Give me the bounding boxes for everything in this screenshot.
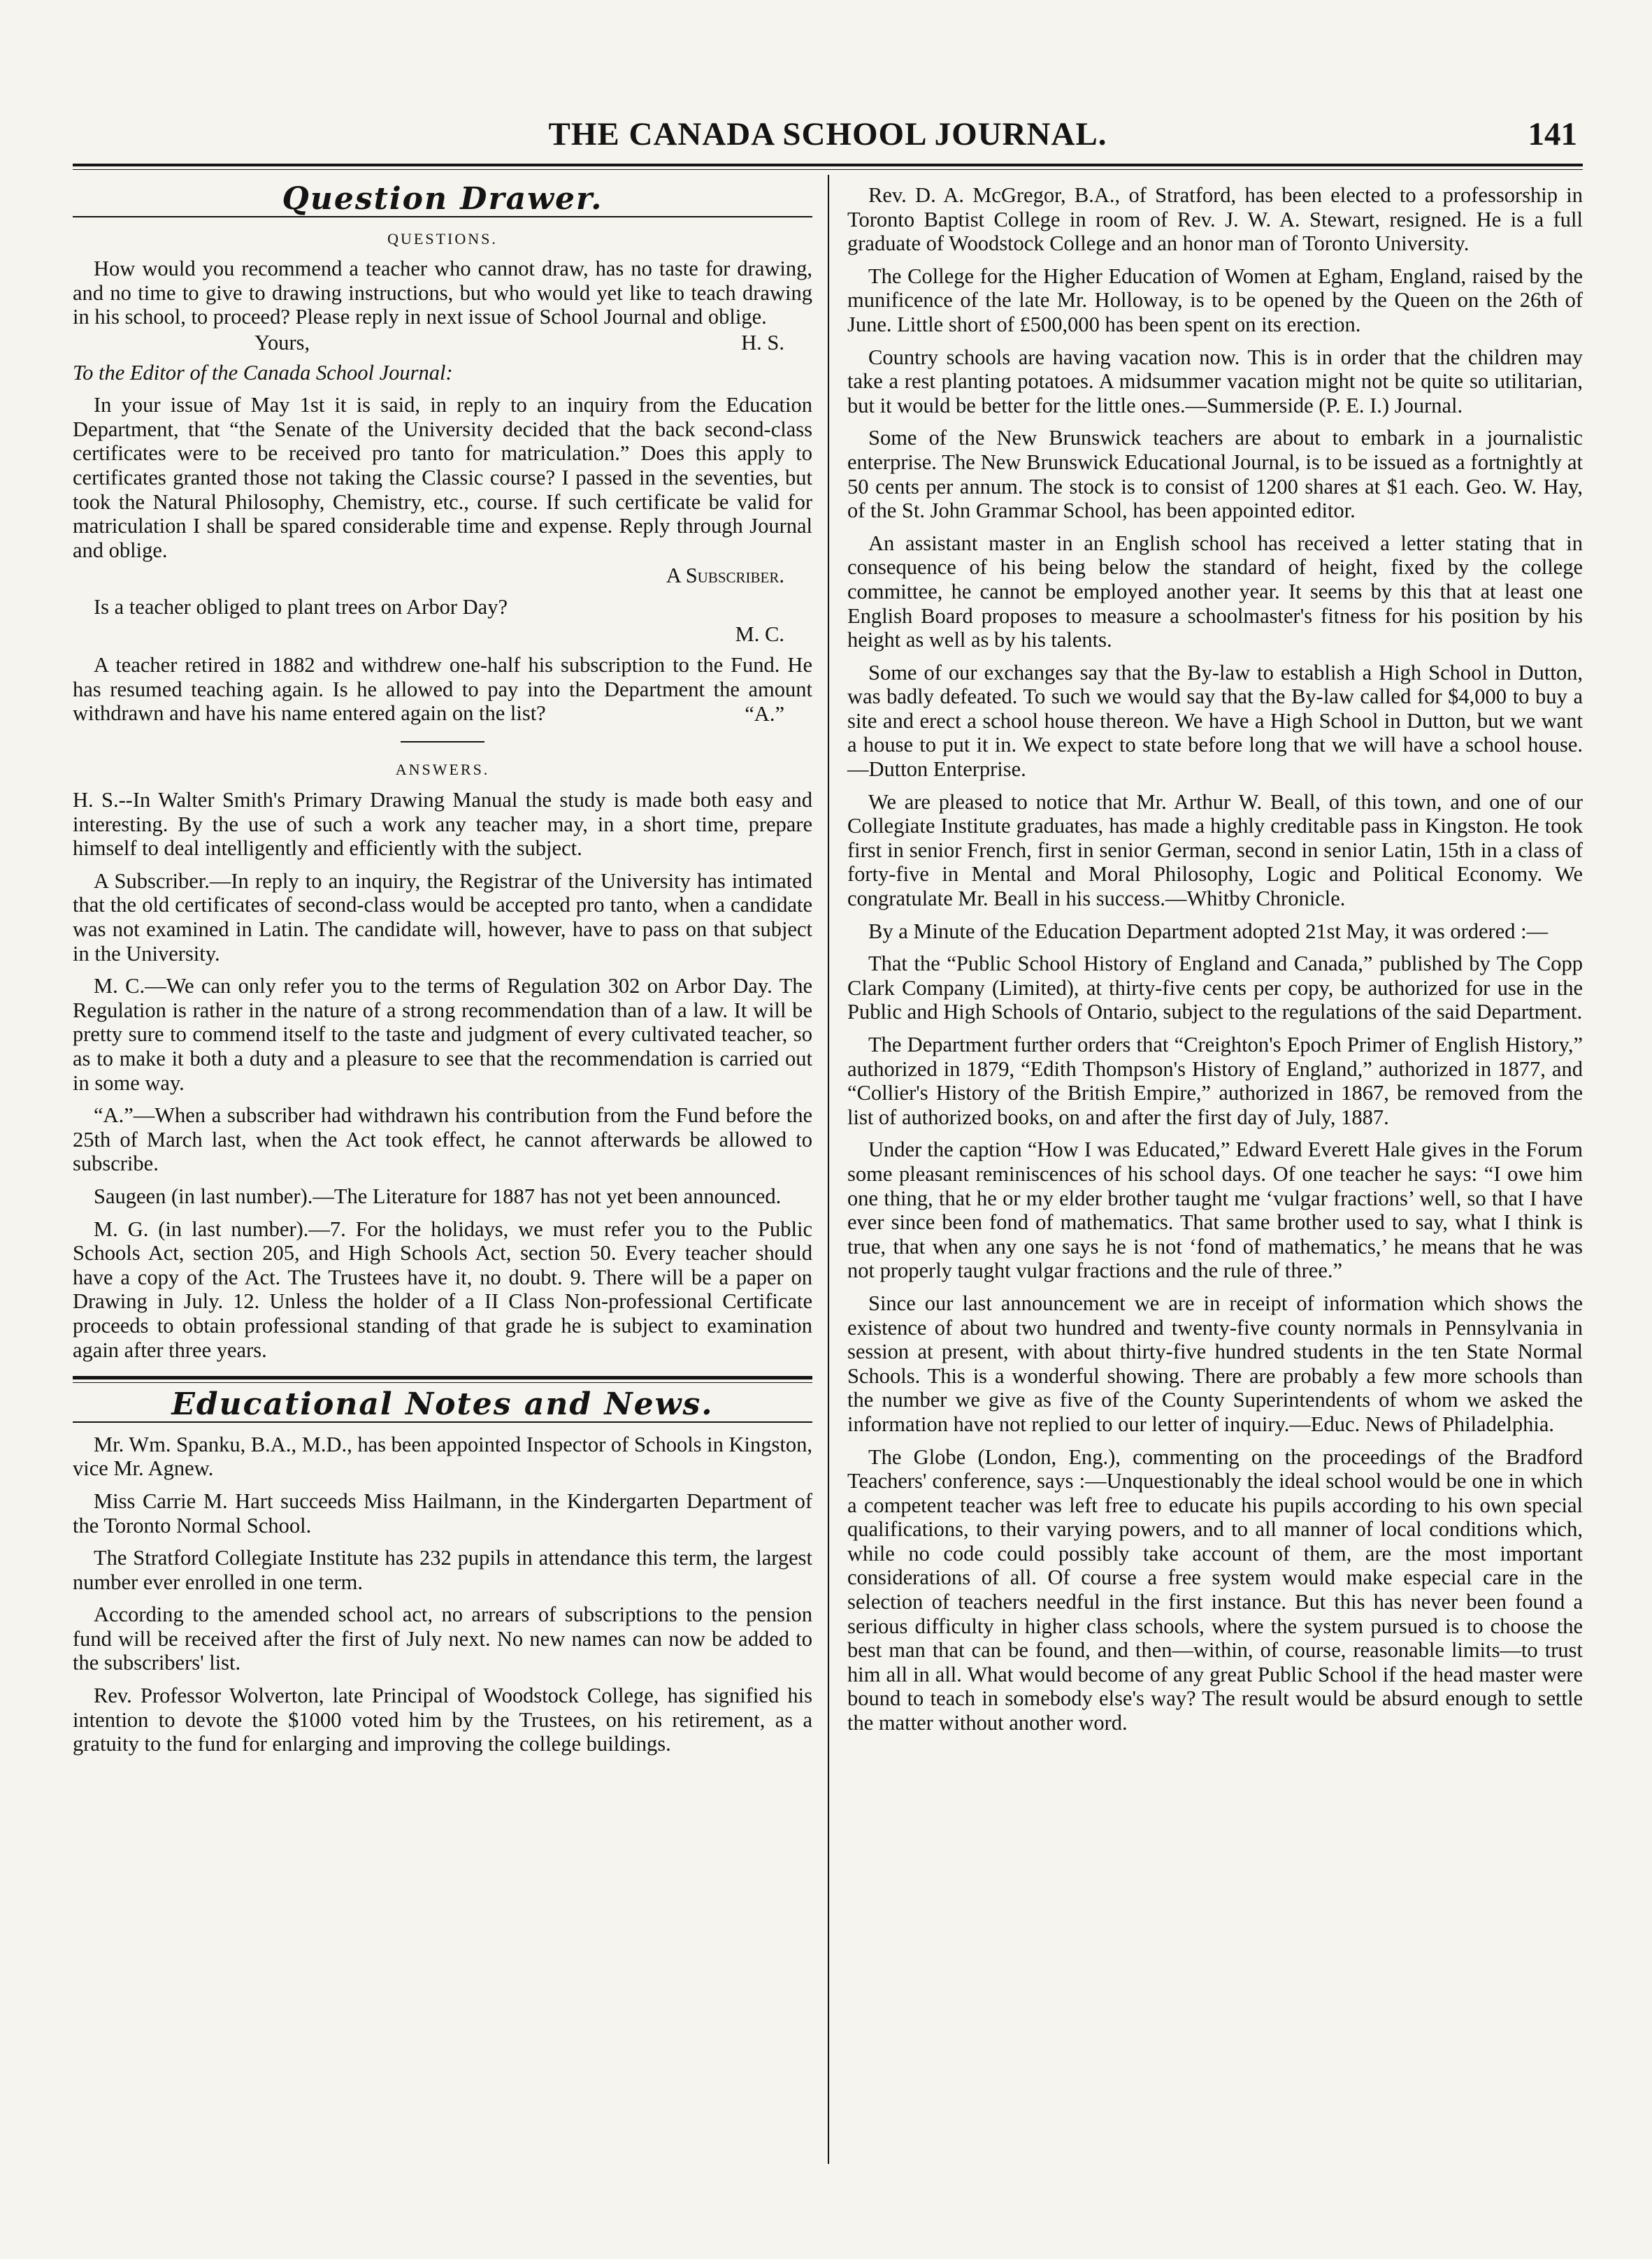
signature-a: “A.”	[745, 701, 784, 726]
news-item: Rev. D. A. McGregor, B.A., of Stratford, has been elected to a professorship in Toronto Baptist College in room of Rev. J. W. A. Stewart, resigned. He is a full graduate of Woodstock College and an honor man of Toronto University.	[847, 183, 1583, 256]
answer-5: Saugeen (in last number).—The Literature for 1887 has not yet been announced.	[94, 1184, 782, 1208]
news-item: Rev. Professor Wolverton, late Principal of Woodstock College, has signified his intention to devote the $1000 voted him by the Trustees, on his retirement, as a gratuity to the fund for enlarging and improving the college buildings.	[73, 1684, 812, 1756]
news-item: That the “Public School History of England and Canada,” published by The Copp Clark Company (Limited), at thirty-five cents per copy, be authorized for use in the Public and High Schools of Ontario, subject to the regulations of the said Department.	[847, 952, 1583, 1024]
answer-2: A Subscriber.—In reply to an inquiry, the Registrar of the University has intimated that the old certificates of second-class would be accepted pro tanto, when a candidate was not examined in Latin. The candidate will, however, have to pass on that subject in the University.	[73, 868, 812, 966]
answer-6: M. G. (in last number).—7. For the holidays, we must refer you to the Public Schools Act, section 205, and High Schools Act, section 50. Every teacher should have a copy of the Act. The Trustees have it, no doubt. 9. There will be a paper on Drawing in July. 12. Unless the holder of a II Class Non-professional Certificate proceeds to obtain professional standing of that grade he is subject to examination again after three years.	[73, 1217, 812, 1362]
answers-label: ANSWERS.	[395, 761, 490, 779]
news-item: The Department further orders that “Creighton's Epoch Primer of English History,” authorized in 1879, “Edith Thompson's History of England,” authorized in 1877, and “Collier's History of the British Empire,” authorized in 1867, be removed from the list of authorized books, on and after the first day of July, 1887.	[847, 1033, 1583, 1129]
journal-title: THE CANADA SCHOOL JOURNAL.	[548, 116, 1107, 152]
news-item: Some of the New Brunswick teachers are about to embark in a journalistic enterprise. The New Brunswick Educational Journal, is to be issued as a fortnightly at 50 cents per annum. The stock is to consist of 1200 shares at $1 each. Geo. W. Hay, of the St. John Grammar School, has been appointed editor.	[847, 426, 1583, 523]
news-item: The Globe (London, Eng.), commenting on the proceedings of the Bradford Teachers' conference, says :—Unquestionably the ideal school would be one in which a competent teacher was left free to educate his pupils according to his own special qualifications, to their varying powers, and to all manner of local conditions which, while no code could possibly take account of them, are the most important considerations of all. Of course a free system would make especial care in the selection of teachers needful in the first instance. But this has never been found a serious difficulty in higher class schools, where the system pursued is to choose the best man that can be found, and then—within, of course, reasonable limits—to trust him all in all. What would become of any great Public School if the head master were bound to teach in somebody else's way? The result would be absurd enough to settle the matter without another word.	[847, 1444, 1583, 1735]
question-4: A teacher retired in 1882 and withdrew one-half his subscription to the Fund. He has resumed teaching again. Is he allowed to pay into the Department the amount withdrawn and have his name entered again on the list?	[73, 653, 812, 726]
answer-3: M. C.—We can only refer you to the terms of Regulation 302 on Arbor Day. The Regulation is rather in the nature of a strong recommendation than of a law. It will be pretty sure to commend itself to the taste and judgment of every cultivated teacher, so as to make it both a duty and a pleasure to see that the recommendation is carried out in some way.	[73, 974, 812, 1095]
news-item: Since our last announcement we are in receipt of information which shows the existence of about two hundred and twenty-five county normals in Pennsylvania in session at present, with about thirty-five hundred students in the ten State Normal Schools. This is a wonderful showing. There are probably a few more schools than the number we give as five of the County Superintendents of whom we asked the information have not replied to our letter of inquiry.—Educ. News of Philadelphia.	[847, 1291, 1583, 1436]
signature-hs: H. S.	[741, 330, 784, 354]
signature-mc: M. C.	[735, 622, 784, 646]
short-rule	[401, 741, 484, 743]
question-3: Is a teacher obliged to plant trees on Arbor Day?	[94, 594, 508, 619]
news-item: Under the caption “How I was Educated,” Edward Everett Hale gives in the Forum some pleasant reminiscences of his school days. Of one teacher he says: “I owe him one thing, that he or my elder brother taught me ‘vulgar fractions’ well, so that I have ever since been fond of mathematics. That same brother used to say, what I think is true, that when any one says he is not ‘fond of mathematics,’ he means that he was not properly taught vulgar fractions and the rule of three.”	[847, 1138, 1583, 1283]
yours-text: Yours,	[254, 330, 310, 354]
news-item: Some of our exchanges say that the By-law to establish a High School in Dutton, was badly defeated. To such we would say that the By-law called for $4,000 to buy a site and erect a school house thereon. We have a High School in Dutton, but we want a house to put it in. We expect to state before long that we will have a school house.—Dutton Enterprise.	[847, 660, 1583, 782]
news-item: According to the amended school act, no arrears of subscriptions to the pension fund will be received after the first of July next. No new names can now be added to the subscribers' list.	[73, 1602, 812, 1675]
right-column	[847, 183, 1583, 1744]
question-1: How would you recommend a teacher who cannot draw, has no taste for drawing, and no time to give to drawing instructions, but who would yet like to teach drawing in his school, to proceed? Please reply in next issue of School Journal and oblige.	[73, 257, 812, 329]
column-divider	[828, 175, 829, 2164]
question-2: In your issue of May 1st it is said, in reply to an inquiry from the Education Department, that “the Senate of the University decided that the back second-class certificates were to be received pro tanto for matriculation.” Does this apply to certificates granted those not taking the Classic course? I passed in the seventies, but took the Natural Philosophy, Chemistry, etc., course. If such certificate be valid for matriculation I shall be spared considerable time and expense. Reply through Journal and oblige.	[73, 393, 812, 562]
page-number: 141	[1528, 116, 1577, 152]
section-rule-thick	[73, 1376, 812, 1379]
editor-salutation: To the Editor of the Canada School Journal:	[73, 360, 453, 385]
news-item: The Stratford Collegiate Institute has 232 pupils in attendance this term, the largest number ever enrolled in one term.	[73, 1546, 812, 1594]
news-item: Country schools are having vacation now. This is in order that the children may take a rest planting potatoes. A midsummer vacation might not be quite so utilitarian, but it would be better for the little ones.—Summerside (P. E. I.) Journal.	[847, 345, 1583, 417]
news-item: An assistant master in an English school has received a letter stating that in consequence of his being below the standard of height, fixed by the college committee, he cannot be employed another year. It seems by this that at least one English Board proposes to measure a schoolmaster's fitness for his position by his height as well as by his talents.	[847, 531, 1583, 652]
signature-a-subscriber: A Subscriber.	[666, 564, 784, 588]
answer-4: “A.”—When a subscriber had withdrawn his contribution from the Fund before the 25th of March last, when the Act took effect, he cannot afterwards be allowed to subscribe.	[73, 1103, 812, 1176]
header-rule	[73, 164, 1583, 166]
page-header	[73, 108, 1583, 157]
news-item: The College for the Higher Education of Women at Egham, England, raised by the munificence of the late Mr. Holloway, is to be opened by the Queen on the 26th of June. Little short of £500,000 has been spent on its erection.	[847, 264, 1583, 336]
header-rule-thin	[73, 169, 1583, 170]
news-item: By a Minute of the Education Department adopted 21st May, it was ordered :—	[868, 919, 1549, 943]
answer-1: H. S.--In Walter Smith's Primary Drawing Manual the study is made both easy and interesting. By the use of such a work any teacher may, in a short time, prepare himself to deal intelligently and efficiently with the subject.	[73, 788, 812, 861]
news-item: Mr. Wm. Spanku, B.A., M.D., has been appointed Inspector of Schools in Kingston, vice Mr. Agnew.	[73, 1432, 812, 1481]
section-rule-thin	[73, 1382, 812, 1383]
educational-notes-heading: Educational Notes and News.	[171, 1386, 714, 1423]
left-column	[73, 183, 812, 1765]
news-item: Miss Carrie M. Hart succeeds Miss Hailmann, in the Kindergarten Department of the Toronto Normal School.	[73, 1489, 812, 1537]
question-1-signature	[73, 331, 812, 355]
questions-label: QUESTIONS.	[387, 229, 498, 248]
news-item: We are pleased to notice that Mr. Arthur W. Beall, of this town, and one of our Collegiate Institute graduates, has made a highly creditable pass in Kingston. He took first in senior French, first in senior German, second in senior Latin, 15th in a class of forty-five in Mental and Moral Philosophy, Logic and Political Economy. We congratulate Mr. Beall in his success.—Whitby Chronicle.	[847, 789, 1583, 911]
question-drawer-heading: Question Drawer.	[282, 181, 603, 217]
